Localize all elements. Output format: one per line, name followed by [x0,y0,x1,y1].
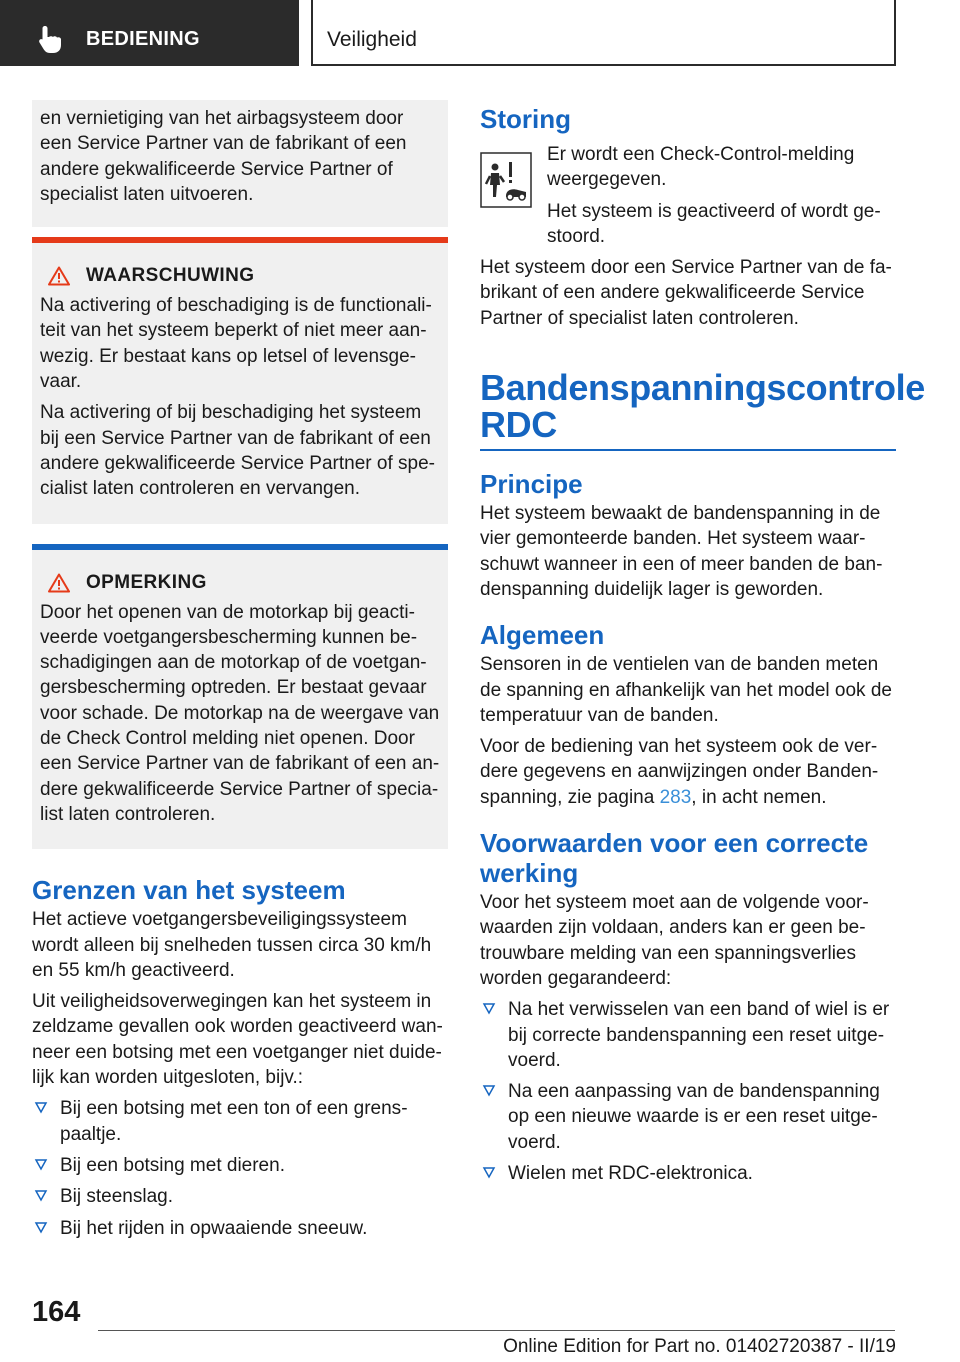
list-item: Wielen met RDC-elektronica. [480,1161,896,1186]
footer-divider [98,1330,895,1331]
triangle-bullet-icon [34,1188,48,1202]
triangle-bullet-icon [482,1001,496,1015]
warning-box [32,237,448,523]
list-item: Bij steenslag. [32,1184,448,1209]
page-number: 164 [32,1296,81,1328]
storing-section [480,104,896,331]
page-header [0,0,960,66]
chapter-tab[interactable] [0,0,299,66]
warning-header [40,265,440,287]
warning-text-2: Na activering of bij beschadiging het systeem bij een Service Partner van de fabrikant of een andere gekwalificeerde Service Partner of specialist laten controleren en vervangen. [40,402,435,500]
list-item: Bij een botsing met een ton of een grenspaaltje. [32,1096,448,1147]
list-item: Na een aanpassing van de bandenspanning op een nieuwe waarde is er een reset uitgevoerd. [480,1079,896,1155]
title-divider [480,449,896,451]
left-column [32,100,448,1247]
rdc-title: Bandenspanningscontrole RDC [480,367,925,446]
limits-list [32,1096,448,1240]
limits-text-1: Het actieve voetgangersbeveiligingssysteem wordt alleen bij snelheden tussen circa 30 km/h en 55 km/h geactiveerd. [32,909,432,981]
section-label: Veiligheid [327,28,417,51]
storing-text-1: Er wordt een Check-Control-melding weergegeven. [547,144,855,191]
note-text: Door het openen van de motorkap bij geactiveerde voetgangersbescherming kunnen beschadigingen aan de motorkap of de voetgangersbescherming optreden. Er bestaat gevaar voor schade. De motorkap na de weergave van de Check Control melding niet openen. Door een Service Partner van de fabrikant of een andere gekwalificeerde Service Partner of specialist laten controleren. [40,601,440,825]
hand-pointer-icon [36,24,66,54]
principe-text: Het systeem bewaakt de bandenspanning in de vier gemonteerde banden. Het systeem waarschuwt wanneer in een of meer banden de bandenspanning duidelijk lager is geworden. [480,503,883,600]
triangle-bullet-icon [34,1100,48,1114]
algemeen-text-1: Sensoren in de ventielen van de banden meten de spanning en afhankelijk van het model ook de temperatuur van de banden. [480,654,892,726]
note-box [32,544,448,850]
triangle-bullet-icon [482,1165,496,1179]
voorwaarden-list [480,997,896,1186]
voorwaarden-heading: Voorwaarden voor een correcte werking [480,828,869,889]
algemeen-text-2: Voor de bediening van het systeem ook de verdere gegevens en aanwijzingen onder Bandenspanning, zie pagina 283, in acht nemen. [480,736,879,808]
warning-triangle-icon [48,266,70,286]
intro-box [32,100,448,227]
pedestrian-protection-icon [480,152,532,208]
intro-text: en vernietiging van het airbagsysteem door een Service Partner van de fabrikant of een andere gekwalificeerde Service Partner of specialist laten uitvoeren. [40,108,407,205]
storing-text-2: Het systeem is geactiveerd of wordt gestoord. [547,200,881,247]
algemeen-heading: Algemeen [480,620,605,651]
principe-heading: Principe [480,469,583,500]
caution-triangle-icon [48,573,70,593]
voorwaarden-text: Voor het systeem moet aan de volgende voorwaarden zijn voldaan, anders kan er geen betrouwbare melding van een spanningsverlies worden gegarandeerd: [480,892,869,989]
note-title: OPMERKING [86,571,207,593]
chapter-label: BEDIENING [86,28,200,50]
triangle-bullet-icon [34,1220,48,1234]
triangle-bullet-icon [482,1083,496,1097]
edition-footer: Online Edition for Part no. 01402720387 - II/19 [503,1336,896,1357]
storing-heading: Storing [480,104,571,134]
warning-title: WAARSCHUWING [86,265,255,287]
section-tab[interactable] [311,0,896,66]
limits-heading: Grenzen van het systeem [32,875,346,906]
list-item: Bij het rijden in opwaaiende sneeuw. [32,1216,448,1241]
storing-text-3: Het systeem door een Service Partner van de fabrikant of een andere gekwalificeerde Service Partner of specialist laten controleren. [480,257,892,329]
page-link[interactable]: 283 [659,786,692,808]
triangle-bullet-icon [34,1157,48,1171]
warning-text-1: Na activering of beschadiging is de functionaliteit van het systeem beperkt of niet meer aanwezig. Er bestaat kans op letsel of levensgevaar. [40,295,432,393]
list-item: Bij een botsing met dieren. [32,1153,448,1178]
limits-text-2: Uit veiligheidsoverwegingen kan het systeem in zeldzame gevallen ook worden geactiveerd wanneer een botsing met een voetganger niet duidelijk kan worden uitgesloten, bijv.: [32,991,443,1089]
note-header [40,572,440,594]
list-item: Na het verwisselen van een band of wiel is er bij correcte bandenspanning een reset uitgevoerd. [480,997,896,1073]
right-column [480,100,925,1192]
